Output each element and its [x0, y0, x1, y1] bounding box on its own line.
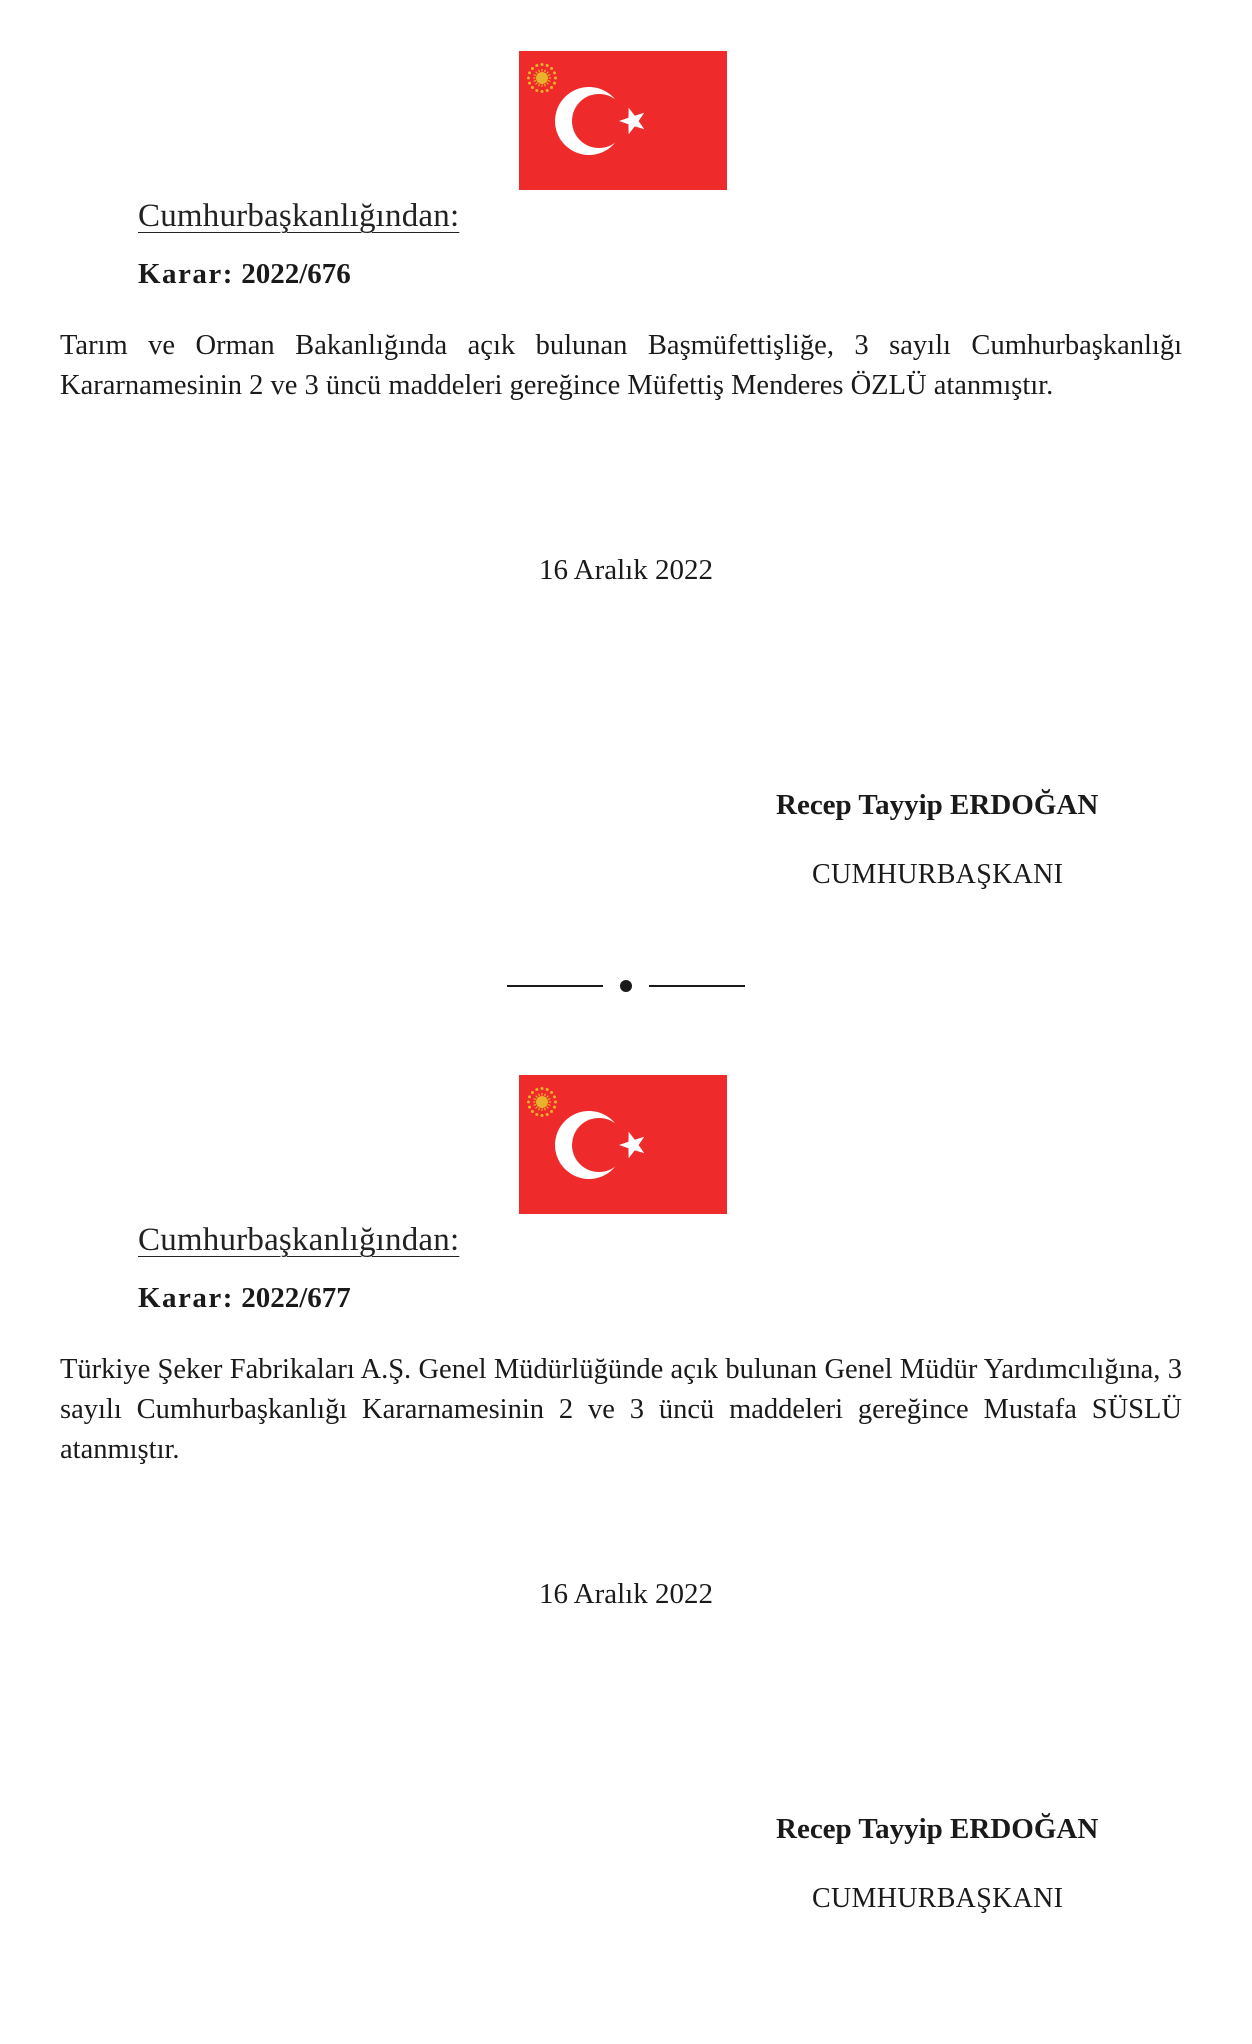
decision-number [138, 256, 351, 292]
decree-separator [507, 976, 745, 996]
decision-number [138, 1280, 351, 1316]
decree-date [0, 1574, 1252, 1614]
separator-line-right [649, 985, 745, 987]
decree-date [0, 550, 1252, 590]
signer-name: Recep Tayyip ERDOĞAN [776, 1813, 1099, 1845]
decree-date-text: 16 Aralık 2022 [539, 1578, 713, 1610]
decree-1 [0, 0, 1252, 1020]
decision-number-value: 2022/676 [241, 258, 351, 290]
signer-title: CUMHURBAŞKANI [812, 1883, 1064, 1914]
turkish-flag-emblem-icon [519, 1075, 727, 1214]
separator-line-left [507, 985, 603, 987]
decree-body: Türkiye Şeker Fabrikaları A.Ş. Genel Müdürlüğünde açık bulunan Genel Müdür Yardımcılığına, 3 sayılı Cumhurbaşkanlığı Kararnamesinin 2 ve 3 üncü maddeleri gereğince Mustafa SÜSLÜ atanmıştır. [60, 1354, 1182, 1465]
decision-label: Karar: [138, 258, 234, 290]
turkish-flag-emblem-icon [519, 51, 727, 190]
decision-label: Karar: [138, 1282, 234, 1314]
decision-number-value: 2022/677 [241, 1282, 351, 1314]
decree-body: Tarım ve Orman Bakanlığında açık bulunan Başmüfettişliğe, 3 sayılı Cumhurbaşkanlığı Kararnamesinin 2 ve 3 üncü maddeleri gereğince Müfettiş Menderes ÖZLÜ atanmıştır. [60, 330, 1182, 401]
separator-dot [620, 980, 632, 992]
issuer-heading: Cumhurbaşkanlığından: [138, 198, 460, 234]
signer-title: CUMHURBAŞKANI [812, 859, 1064, 890]
decree-date-text: 16 Aralık 2022 [539, 554, 713, 586]
issuer-heading: Cumhurbaşkanlığından: [138, 1222, 460, 1258]
signer-name: Recep Tayyip ERDOĞAN [776, 789, 1099, 821]
decree-2 [0, 1024, 1252, 2044]
